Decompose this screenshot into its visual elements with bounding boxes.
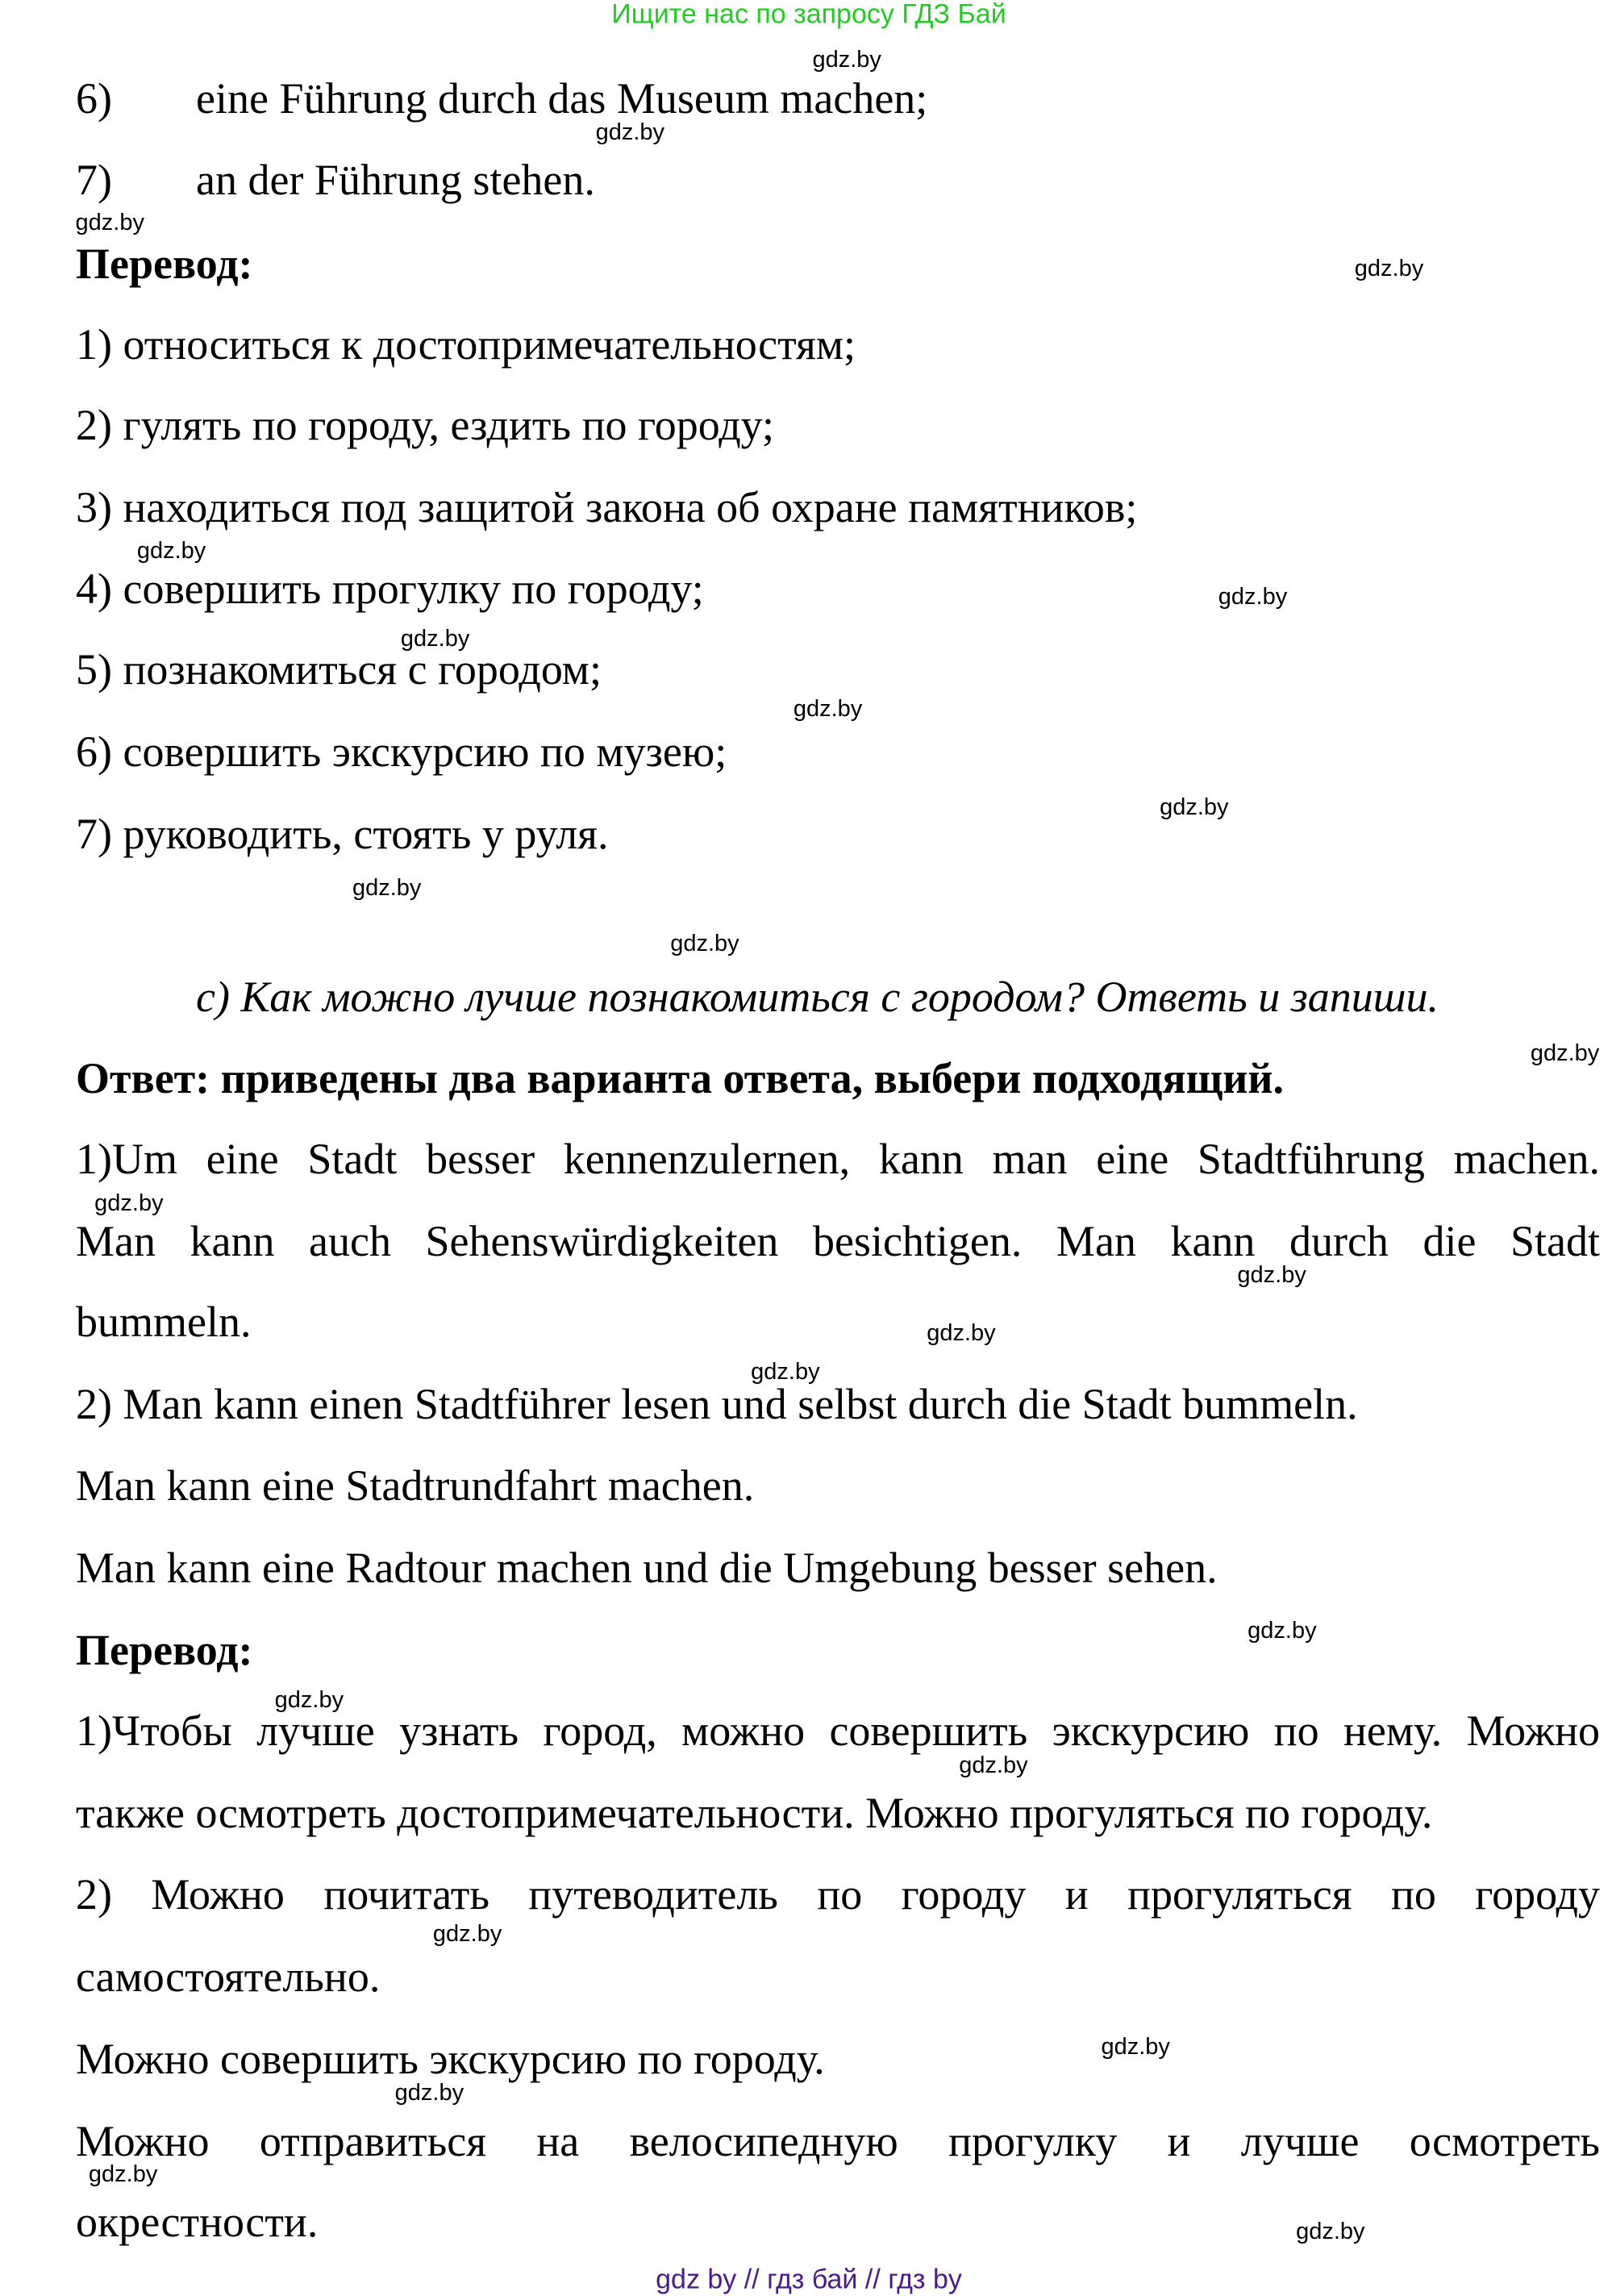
item-number: 7) (76, 156, 112, 205)
watermark: gdz.by (595, 119, 665, 145)
search-banner: Ищите нас по запросу ГДЗ Бай (611, 0, 1006, 30)
text-line: 6) совершить экскурсию по музею; (76, 727, 727, 777)
item-number: 6) (76, 73, 112, 123)
watermark: gdz.by (94, 1190, 164, 1216)
text-line: Можно отправиться на велосипедную прогулку и лучше осмотреть (76, 2116, 1600, 2165)
heading: Перевод: (76, 1625, 253, 1674)
watermark: gdz.by (959, 1752, 1028, 1779)
text-line: 1)Чтобы лучше узнать город, можно совершить экскурсию по нему. Можно (76, 1706, 1600, 1755)
watermark: gdz.by (1354, 255, 1424, 281)
text-line: 4) совершить прогулку по городу; (76, 565, 704, 614)
watermark: gdz.by (1296, 2219, 1365, 2245)
text-line: самостоятельно. (76, 1952, 381, 2002)
task-question: c) Как можно лучше познакомиться с городом? Ответь и запиши. (196, 972, 1439, 1021)
watermark: gdz.by (432, 1921, 502, 1948)
text-line: окрестности. (76, 2197, 319, 2246)
watermark: gdz.by (1530, 1040, 1600, 1067)
text-line: Man kann eine Radtour machen und die Umgebung besser sehen. (76, 1544, 1218, 1593)
text-line: 1) относиться к достопримечательностям; (76, 319, 856, 369)
text-line: 3) находиться под защитой закона об охране памятников; (76, 482, 1138, 531)
watermark: gdz.by (1101, 2034, 1170, 2061)
watermark: gdz.by (751, 1358, 820, 1385)
text-line: 2) Можно почитать путеводитель по городу и прогуляться по городу (76, 1870, 1600, 1919)
text-line: также осмотреть достопримечательности. Можно прогуляться по городу. (76, 1788, 1433, 1837)
watermark: gdz.by (1248, 1618, 1317, 1644)
watermark: gdz.by (75, 210, 144, 236)
text-line: 1)Um eine Stadt besser kennenzulernen, kann man eine Stadtführung machen. (76, 1135, 1600, 1184)
watermark: gdz.by (927, 1320, 996, 1347)
text-line: 5) познакомиться с городом; (76, 645, 602, 694)
watermark: gdz.by (136, 538, 206, 565)
watermark: gdz.by (88, 2161, 158, 2188)
text-line: Можно совершить экскурсию по городу. (76, 2034, 825, 2083)
watermark: gdz.by (352, 875, 422, 902)
text-line: Man kann eine Stadtrundfahrt machen. (76, 1461, 755, 1511)
heading: Перевод: (76, 240, 253, 289)
watermark: gdz.by (1237, 1261, 1306, 1288)
watermark: gdz.by (793, 696, 863, 723)
item-text: eine Führung durch das Museum machen; (196, 73, 928, 123)
watermark: gdz.by (400, 626, 470, 652)
item-text: an der Führung stehen. (196, 156, 595, 205)
watermark: gdz.by (394, 2079, 464, 2106)
watermark: gdz.by (670, 931, 739, 957)
text-line: 2) Man kann einen Stadtführer lesen und selbst durch die Stadt bummeln. (76, 1379, 1358, 1428)
text-line: 7) руководить, стоять у руля. (76, 809, 609, 858)
footer-links[interactable]: gdz by // гдз бай // гдз by (656, 2264, 962, 2295)
watermark: gdz.by (1218, 583, 1288, 610)
watermark: gdz.by (274, 1686, 344, 1713)
watermark: gdz.by (1160, 794, 1229, 821)
text-line: Man kann auch Sehenswürdigkeiten besichtigen. Man kann durch die Stadt (76, 1216, 1600, 1265)
watermark: gdz.by (812, 47, 881, 73)
text-line: 2) гулять по городу, ездить по городу; (76, 400, 774, 449)
heading: Ответ: приведены два варианта ответа, выбери подходящий. (76, 1054, 1284, 1103)
text-line: bummeln. (76, 1297, 252, 1346)
